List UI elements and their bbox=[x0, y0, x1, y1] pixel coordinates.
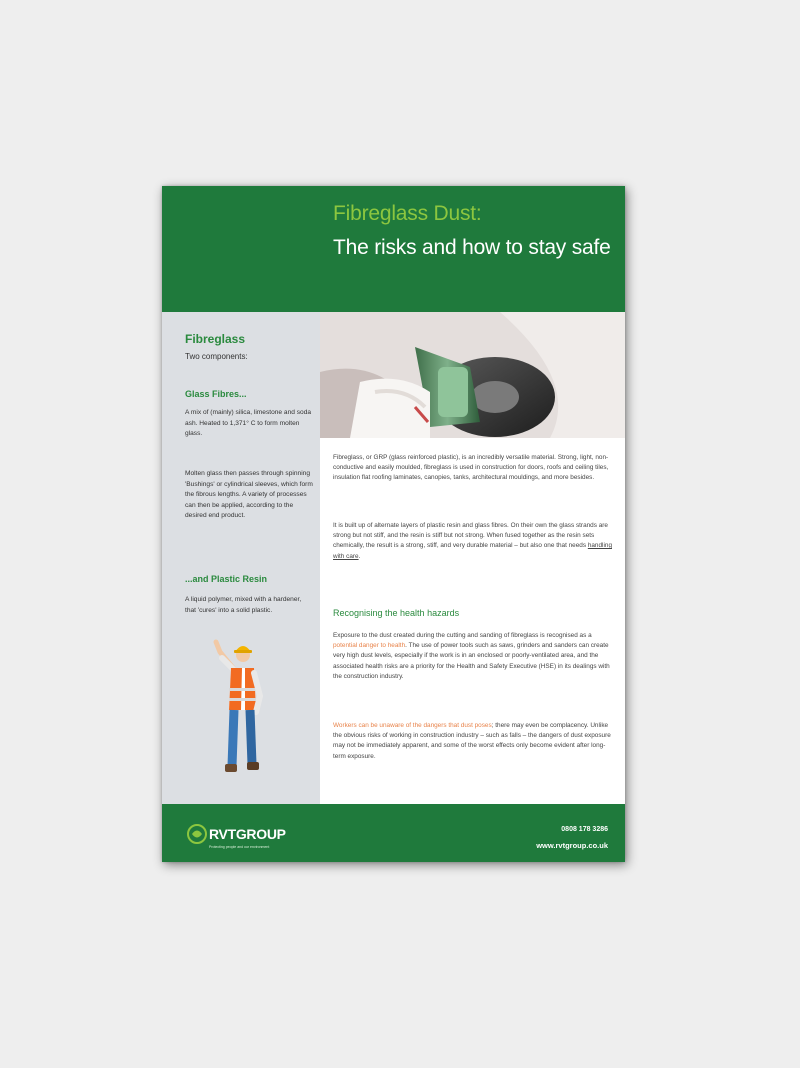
composition-end: . bbox=[358, 552, 361, 560]
header-banner bbox=[162, 186, 625, 312]
phone-number[interactable]: 0808 178 3286 bbox=[561, 826, 608, 833]
footer-banner bbox=[162, 804, 625, 862]
grinding-photo bbox=[320, 312, 625, 438]
title-line-1: Fibreglass Dust: bbox=[333, 202, 482, 225]
composition-text: It is built up of alternate layers of plastic resin and glass fibres. On their own the glass strands are strong but not stiff, and the resin is stiff but not strong. When fused together as the resin sets chemically, the result is a strong, stiff, and very durable material – but also one that needs bbox=[333, 522, 608, 550]
section-heading-health-hazards: Recognising the health hazards bbox=[333, 608, 460, 618]
factsheet-page bbox=[162, 186, 625, 862]
handling-with-care-link[interactable]: handling with care bbox=[333, 542, 612, 560]
construction-worker-illustration bbox=[198, 628, 268, 788]
workers-text: ; there may even be complacency. Unlike the obvious risks of working in construction industry – such as falls – the dangers of dust exposure may not be immediately apparent, and some of the worst effects only become evident after long-term exposure. bbox=[333, 722, 611, 760]
exposure-text-end: . The use of power tools such as saws, grinders and sanders can create very high dust levels, especially if the work is in an enclosed or poorly-ventilated area, and the associated health risks are a priority for the Health and Safety Executive (HSE) in its dealings with the construction industry. bbox=[333, 642, 610, 680]
glass-fibres-text-2: Molten glass then passes through spinning 'Bushings' or cylindrical sleeves, which form the fibrous lengths. A variety of processes can then be applied, according to the desired end product. bbox=[185, 470, 313, 520]
sidebar-subheading: Two components: bbox=[185, 352, 248, 361]
exposure-paragraph bbox=[333, 631, 615, 682]
plastic-resin-text: A liquid polymer, mixed with a hardener, that 'cures' into a solid plastic. bbox=[185, 596, 302, 614]
sidebar-heading: Fibreglass bbox=[185, 332, 246, 346]
glass-fibres-text-1: A mix of (mainly) silica, limestone and soda ash. Heated to 1,371° C to form molten glass. bbox=[185, 409, 312, 438]
potential-danger-highlight: potential danger to health bbox=[333, 642, 406, 650]
workers-paragraph bbox=[333, 721, 615, 762]
logo-tagline: Protecting people and our environment bbox=[209, 845, 270, 849]
composition-paragraph bbox=[333, 521, 615, 562]
website-link[interactable]: www.rvtgroup.co.uk bbox=[536, 841, 608, 850]
logo-text: RVTGROUP bbox=[209, 826, 286, 842]
rvt-logo-mark-icon bbox=[187, 824, 207, 844]
glass-fibres-heading: Glass Fibres... bbox=[185, 389, 247, 399]
plastic-resin-heading: ...and Plastic Resin bbox=[185, 574, 268, 584]
sidebar-panel bbox=[162, 312, 320, 804]
intro-paragraph: Fibreglass, or GRP (glass reinforced plastic), is an incredibly versatile material. Strong, light, non-conductive and easily moulded, fibreglass is used in construction for doors, roofs and ceiling tiles, insulation flat roofing laminates, canopies, tanks, architectural mouldings, and more besides. bbox=[333, 454, 609, 482]
workers-unaware-highlight: Workers can be unaware of the dangers that dust poses bbox=[333, 722, 492, 729]
exposure-text-start: Exposure to the dust created during the cutting and sanding of fibreglass is recognised as a bbox=[333, 632, 592, 639]
title-line-2: The risks and how to stay safe bbox=[333, 236, 611, 259]
